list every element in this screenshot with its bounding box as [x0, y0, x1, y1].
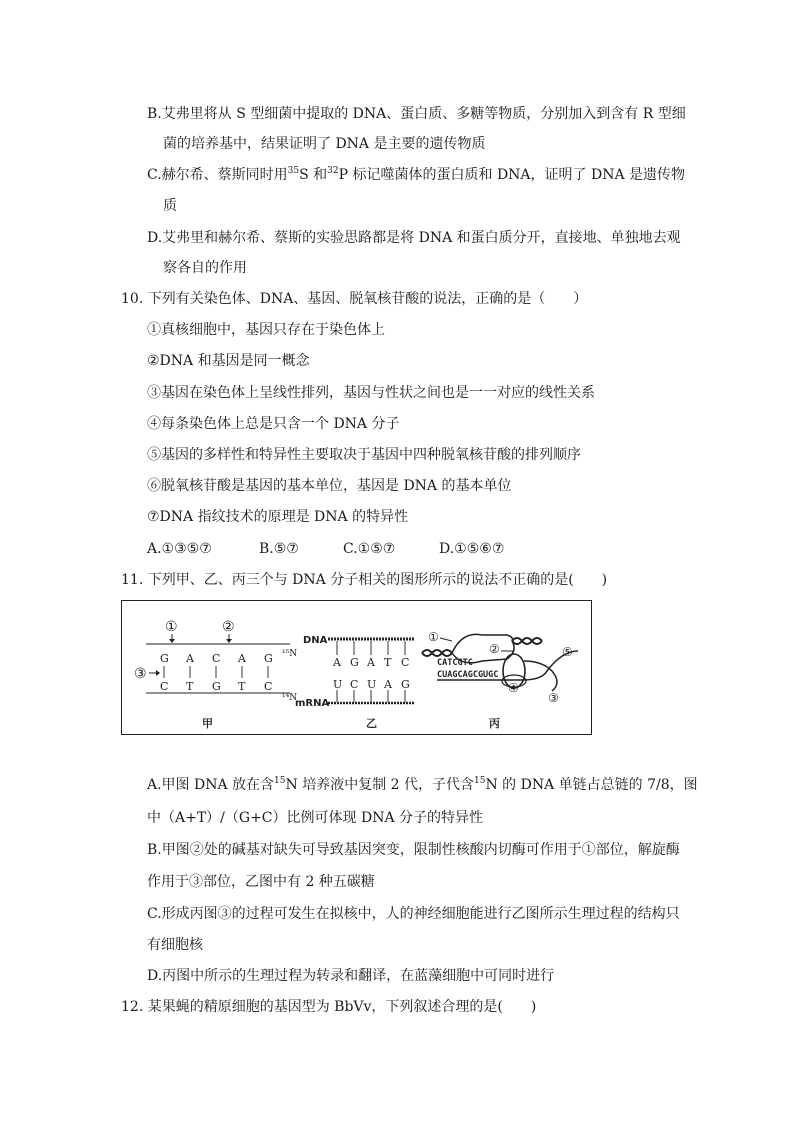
q11-figure-svg [122, 601, 591, 734]
q12-stem: 12. 某果蝇的精原细胞的基因型为 BbVv，下列叙述合理的是( ) [121, 999, 537, 1015]
q10-option-d: D.①⑤⑥⑦ [439, 541, 505, 557]
jia-label-15n: ¹⁵N [282, 649, 298, 659]
jia-bottom-base: G [212, 680, 221, 693]
bing-marker-1: ① [428, 630, 439, 644]
q10-option-a: A.①③⑤⑦ [147, 541, 212, 557]
q10-item-6: ⑥脱氧核苷酸是基因的基本单位，基因是 DNA 的基本单位 [147, 478, 512, 494]
bing-upper-strand [452, 634, 512, 653]
q11-option-a-sup-15b: 15 [474, 776, 486, 786]
yi-dna-base: A [333, 656, 341, 669]
yi-mrna-base: A [384, 678, 392, 691]
jia-top-base: A [238, 652, 246, 665]
bing-marker-3: ③ [548, 691, 559, 705]
q10-option-c: C.①⑤⑦ [343, 541, 396, 557]
yi-dna-label: DNA [303, 635, 328, 646]
q10-item-2: ②DNA 和基因是同一概念 [147, 353, 310, 369]
yi-mrna-base: U [333, 678, 343, 691]
q9-option-c-text-b: S 和 [299, 167, 328, 183]
bing-pointer-1 [440, 638, 452, 641]
q11-stem: 11. 下列甲、乙、丙三个与 DNA 分子相关的图形所示的说法不正确的是( ) [121, 572, 608, 588]
bing-seq-mrna: CUAGCAGCGUGC [437, 670, 499, 680]
bing-marker-5: ⑤ [562, 645, 573, 659]
jia-top-base: C [212, 652, 221, 665]
q9-option-b-line1: B.艾弗里将从 S 型细菌中提取的 DNA、蛋白质、多糖等物质，分别加入到含有 R 型细 [147, 106, 686, 122]
q11-option-c-line2: 有细胞核 [147, 937, 203, 953]
q9-option-c-sup-32: 32 [327, 166, 339, 176]
q11-option-a-text-b: N 培养液中复制 2 代，子代含 [285, 777, 475, 793]
jia-bottom-base: T [186, 680, 194, 693]
q9-option-b-line2: 菌的培养基中，结果证明了 DNA 是主要的遗传物质 [163, 136, 486, 152]
q9-option-c-text-c: P 标记噬菌体的蛋白质和 DNA，证明了 DNA 是遗传物 [338, 167, 686, 183]
q11-option-b-line2: 作用于③部位，乙图中有 2 种五碳糖 [147, 874, 375, 890]
yi-mrna-base: G [401, 678, 410, 691]
yi-mrna-label: mRNA [295, 698, 330, 709]
q10-option-b: B.⑤⑦ [259, 541, 299, 557]
q10-item-3: ③基因在染色体上呈线性排列，基因与性状之间也是一一对应的线性关系 [147, 385, 595, 401]
figure-jia [134, 619, 297, 730]
jia-arrowhead-1 [169, 639, 175, 643]
yi-caption: 乙 [366, 717, 377, 730]
yi-mrna-base: U [367, 678, 377, 691]
q11-figure [121, 600, 592, 735]
jia-bottom-base: T [238, 680, 246, 693]
yi-dna-base: G [350, 656, 359, 669]
q10-item-5: ⑤基因的多样性和特异性主要取决于基因中四种脱氧核苷酸的排列顺序 [147, 447, 581, 463]
q11-option-b-line1: B.甲图②处的碱基对缺失可导致基因突变，限制性核酸内切酶可作用于①部位，解旋酶 [147, 842, 680, 858]
q11-option-a-text-c: N 的 DNA 单链占总链的 7/8，图 [485, 777, 698, 793]
jia-top-base: A [186, 652, 194, 665]
jia-caption: 甲 [202, 717, 213, 730]
yi-dna-base: C [401, 656, 410, 669]
q9-option-c-text-a: C.赫尔希、蔡斯同时用 [147, 167, 288, 183]
jia-bottom-base: C [160, 680, 169, 693]
q9-option-c-line2: 质 [163, 198, 177, 214]
yi-dna-base: A [367, 656, 375, 669]
q11-option-d: D.丙图中所示的生理过程为转录和翻译，在蓝藻细胞中可同时进行 [147, 968, 555, 984]
q11-option-a-line2: 中（A+T）/（G+C）比例可体现 DNA 分子的特异性 [147, 810, 484, 826]
figure-bing [422, 630, 578, 730]
jia-top-base: G [160, 652, 169, 665]
jia-top-base: G [264, 652, 273, 665]
jia-label-14n: ¹⁴N [282, 693, 298, 703]
jia-marker-1: ① [165, 619, 178, 635]
q10-item-4: ④每条染色体上总是只含一个 DNA 分子 [147, 416, 400, 432]
bing-marker-4: ④ [508, 681, 519, 695]
yi-mrna-base: C [350, 678, 359, 691]
jia-bottom-base: C [264, 680, 273, 693]
jia-arrowhead-3 [156, 670, 160, 676]
q9-option-c-line1 [147, 165, 685, 185]
q10-options [147, 539, 504, 559]
bing-caption: 丙 [489, 717, 500, 730]
q11-option-a-line1 [147, 775, 698, 795]
q9-option-d-line2: 察各自的作用 [163, 260, 247, 276]
q11-option-a-text-a: A.甲图 DNA 放在含 [147, 777, 275, 793]
q11-option-c-line1: C.形成丙图③的过程可发生在拟核中，人的神经细胞能进行乙图所示生理过程的结构只 [147, 906, 680, 922]
q10-item-7: ⑦DNA 指纹技术的原理是 DNA 的特异性 [147, 509, 409, 525]
bing-seq-dna: CATCGTC [437, 658, 473, 668]
jia-marker-3: ③ [134, 666, 147, 682]
bing-marker-2: ② [489, 642, 500, 656]
figure-yi [295, 635, 414, 730]
q10-item-1: ①真核细胞中，基因只存在于染色体上 [147, 322, 385, 338]
q9-option-c-sup-35: 35 [287, 166, 300, 176]
q11-option-a-sup-15a: 15 [274, 776, 286, 786]
jia-arrowhead-2 [226, 639, 232, 643]
yi-dna-base: T [384, 656, 392, 669]
q9-option-d-line1: D.艾弗里和赫尔希、蔡斯的实验思路都是将 DNA 和蛋白质分开，直接地、单独地去观 [147, 230, 681, 246]
jia-marker-2: ② [222, 619, 235, 635]
q10-stem: 10. 下列有关染色体、DNA、基因、脱氧核苷酸的说法，正确的是（ ） [121, 291, 588, 307]
